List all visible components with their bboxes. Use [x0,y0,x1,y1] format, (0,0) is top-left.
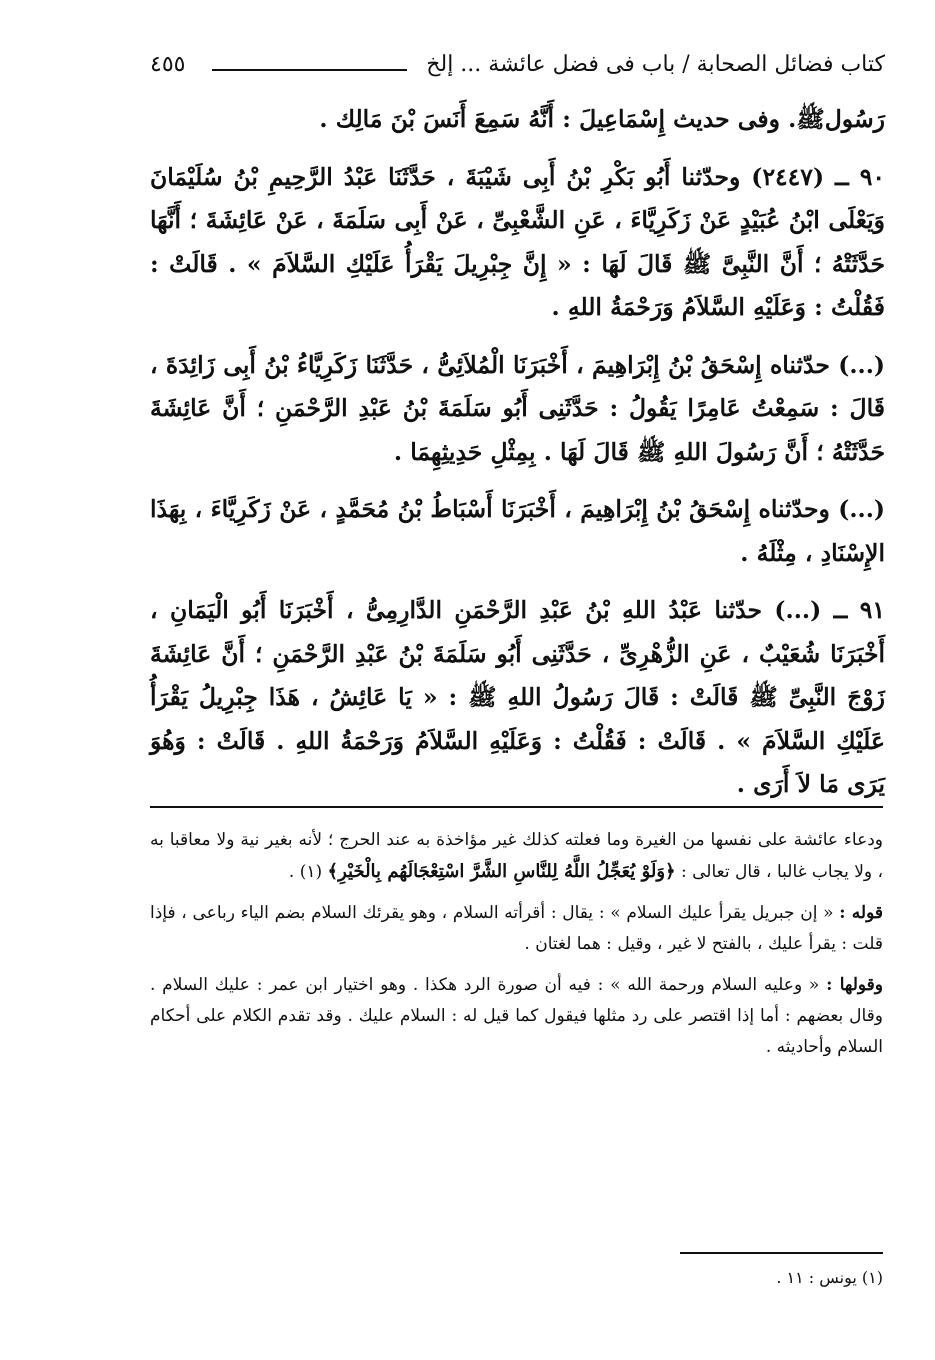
commentary-paragraph [150,970,883,1063]
header-rule [212,69,407,71]
commentary-text: « وعليه السلام ورحمة الله » : فيه أن صورة الرد هكذا . وهو اختيار ابن عمر : عليك السلام . وقال بعضهم : أما إذا اقتصر على رد مثلها فيقول كما قيل له : السلام عليك . وقد تقدم الكلام على أحكام السلام وأحاديثه . [150,975,883,1057]
hadith-paragraph: ٩٠ ــ (٢٤٤٧) وحدّثنا أَبُو بَكْرِ بْنُ أَبِى شَيْبَةَ ، حَدَّثَنَا عَبْدُ الرَّحِيمِ بْنُ سُلَيْمَانَ وَيَعْلَى ابْنُ عُبَيْدٍ عَنْ زَكَرِيَّاءَ ، عَنِ الشَّعْبِىِّ ، عَنْ أَبِى سَلَمَةَ ، عَنْ عَائِشَةَ ؛ أَنَّهَا حَدَّثَتْهُ ؛ أَنَّ النَّبِىَّ ﷺ قَالَ لَهَا : « إِنَّ جِبْرِيلَ يَقْرَأُ عَلَيْكِ السَّلاَمَ » . قَالَتْ : فَقُلْتُ : وَعَلَيْهِ السَّلاَمُ وَرَحْمَةُ اللهِ . [150,162,885,321]
commentary-heading: قوله : [839,903,884,923]
footnote-ref: (١) . [288,862,323,882]
footnote: (١) يونس : ١١ . [776,1268,883,1287]
page-number: ٤٥٥ [150,52,186,77]
hadith-paragraph: ٩١ ــ (...) حدّثنا عَبْدُ اللهِ بْنُ عَبْدِ الرَّحْمَنِ الدَّارِمِىُّ ، أَخْبَرَنَا أَبُو الْيَمَانِ ، أَخْبَرَنَا شُعَيْبٌ ، عَنِ الزُّهْرِىِّ ، حَدَّثَنِى أَبُو سَلَمَةَ بْنُ عَبْدِ الرَّحْمَنِ ؛ أَنَّ عَائِشَةَ زَوْجَ النَّبِىِّ ﷺ قَالَتْ : قَالَ رَسُولُ اللهِ ﷺ : « يَا عَائِشُ ، هَذَا جِبْرِيلُ يَقْرَأُ عَلَيْكِ السَّلاَمَ » . قَالَتْ : فَقُلْتُ : وَعَلَيْهِ السَّلاَمُ وَرَحْمَةُ اللهِ . قَالَتْ : وَهُوَ يَرَى مَا لاَ أَرَى . [150,596,885,798]
hadith-paragraph: (...) حدّثناه إِسْحَقُ بْنُ إِبْرَاهِيمَ ، أَخْبَرَنَا الْمُلاَئِىُّ ، حَدَّثَنَا زَكَرِيَّاءُ بْنُ أَبِى زَائِدَةَ ، قَالَ : سَمِعْتُ عَامِرًا يَقُولُ : حَدَّثَنِى أَبُو سَلَمَةَ بْنُ عَبْدِ الرَّحْمَنِ ؛ أَنَّ عَائِشَةَ حَدَّثَتْهُ ؛ أَنَّ رَسُولَ اللهِ ﷺ قَالَ لَهَا . بِمِثْلِ حَدِيثِهِمَا . [150,350,885,466]
footnote-separator [680,1252,883,1254]
commentary [150,825,883,1073]
commentary-paragraph [150,825,883,888]
commentary-text: « إن جبريل يقرأ عليك السلام » : يقال : أقرأته السلام ، وهو يقرئك السلام بضم الياء رباعى ، فإذا قلت : يقرأ عليك ، بالفتح لا غير ، وقيل : هما لغتان . [150,903,883,954]
commentary-heading: وقولها : [826,975,884,995]
hadith-paragraph: (...) وحدّثناه إِسْحَقُ بْنُ إِبْرَاهِيمَ ، أَخْبَرَنَا أَسْبَاطُ بْنُ مُحَمَّدٍ ، عَنْ زَكَرِيَّاءَ ، بِهَذَا الإِسْنَادِ ، مِثْلَهُ . [150,495,885,567]
hadith-paragraph: رَسُولﷺ. وفى حديث إِسْمَاعِيلَ : أَنَّهُ سَمِعَ أَنَسَ بْنَ مَالِك . [319,105,885,133]
running-header [150,50,885,86]
commentary-paragraph [150,898,883,960]
hadith-text [150,98,885,818]
quran-verse: ﴿وَلَوْ يُعَجِّلُ اللَّهُ لِلنَّاسِ الشَّرَّ اسْتِعْجَالَهُم بِالْخَيْرِ﴾ [327,861,676,882]
running-title: كتاب فضائل الصحابة / باب فى فضل عائشة ... إلخ [426,52,885,77]
commentary-text: ودعاء عائشة على نفسها من الغيرة وما فعلته كذلك غير مؤاخذة به عند الحرج ؛ لأنه بغير نية ولا معاقبا به ، ولا يجاب غالبا ، قال تعالى : [150,830,883,882]
commentary-separator [150,806,883,808]
